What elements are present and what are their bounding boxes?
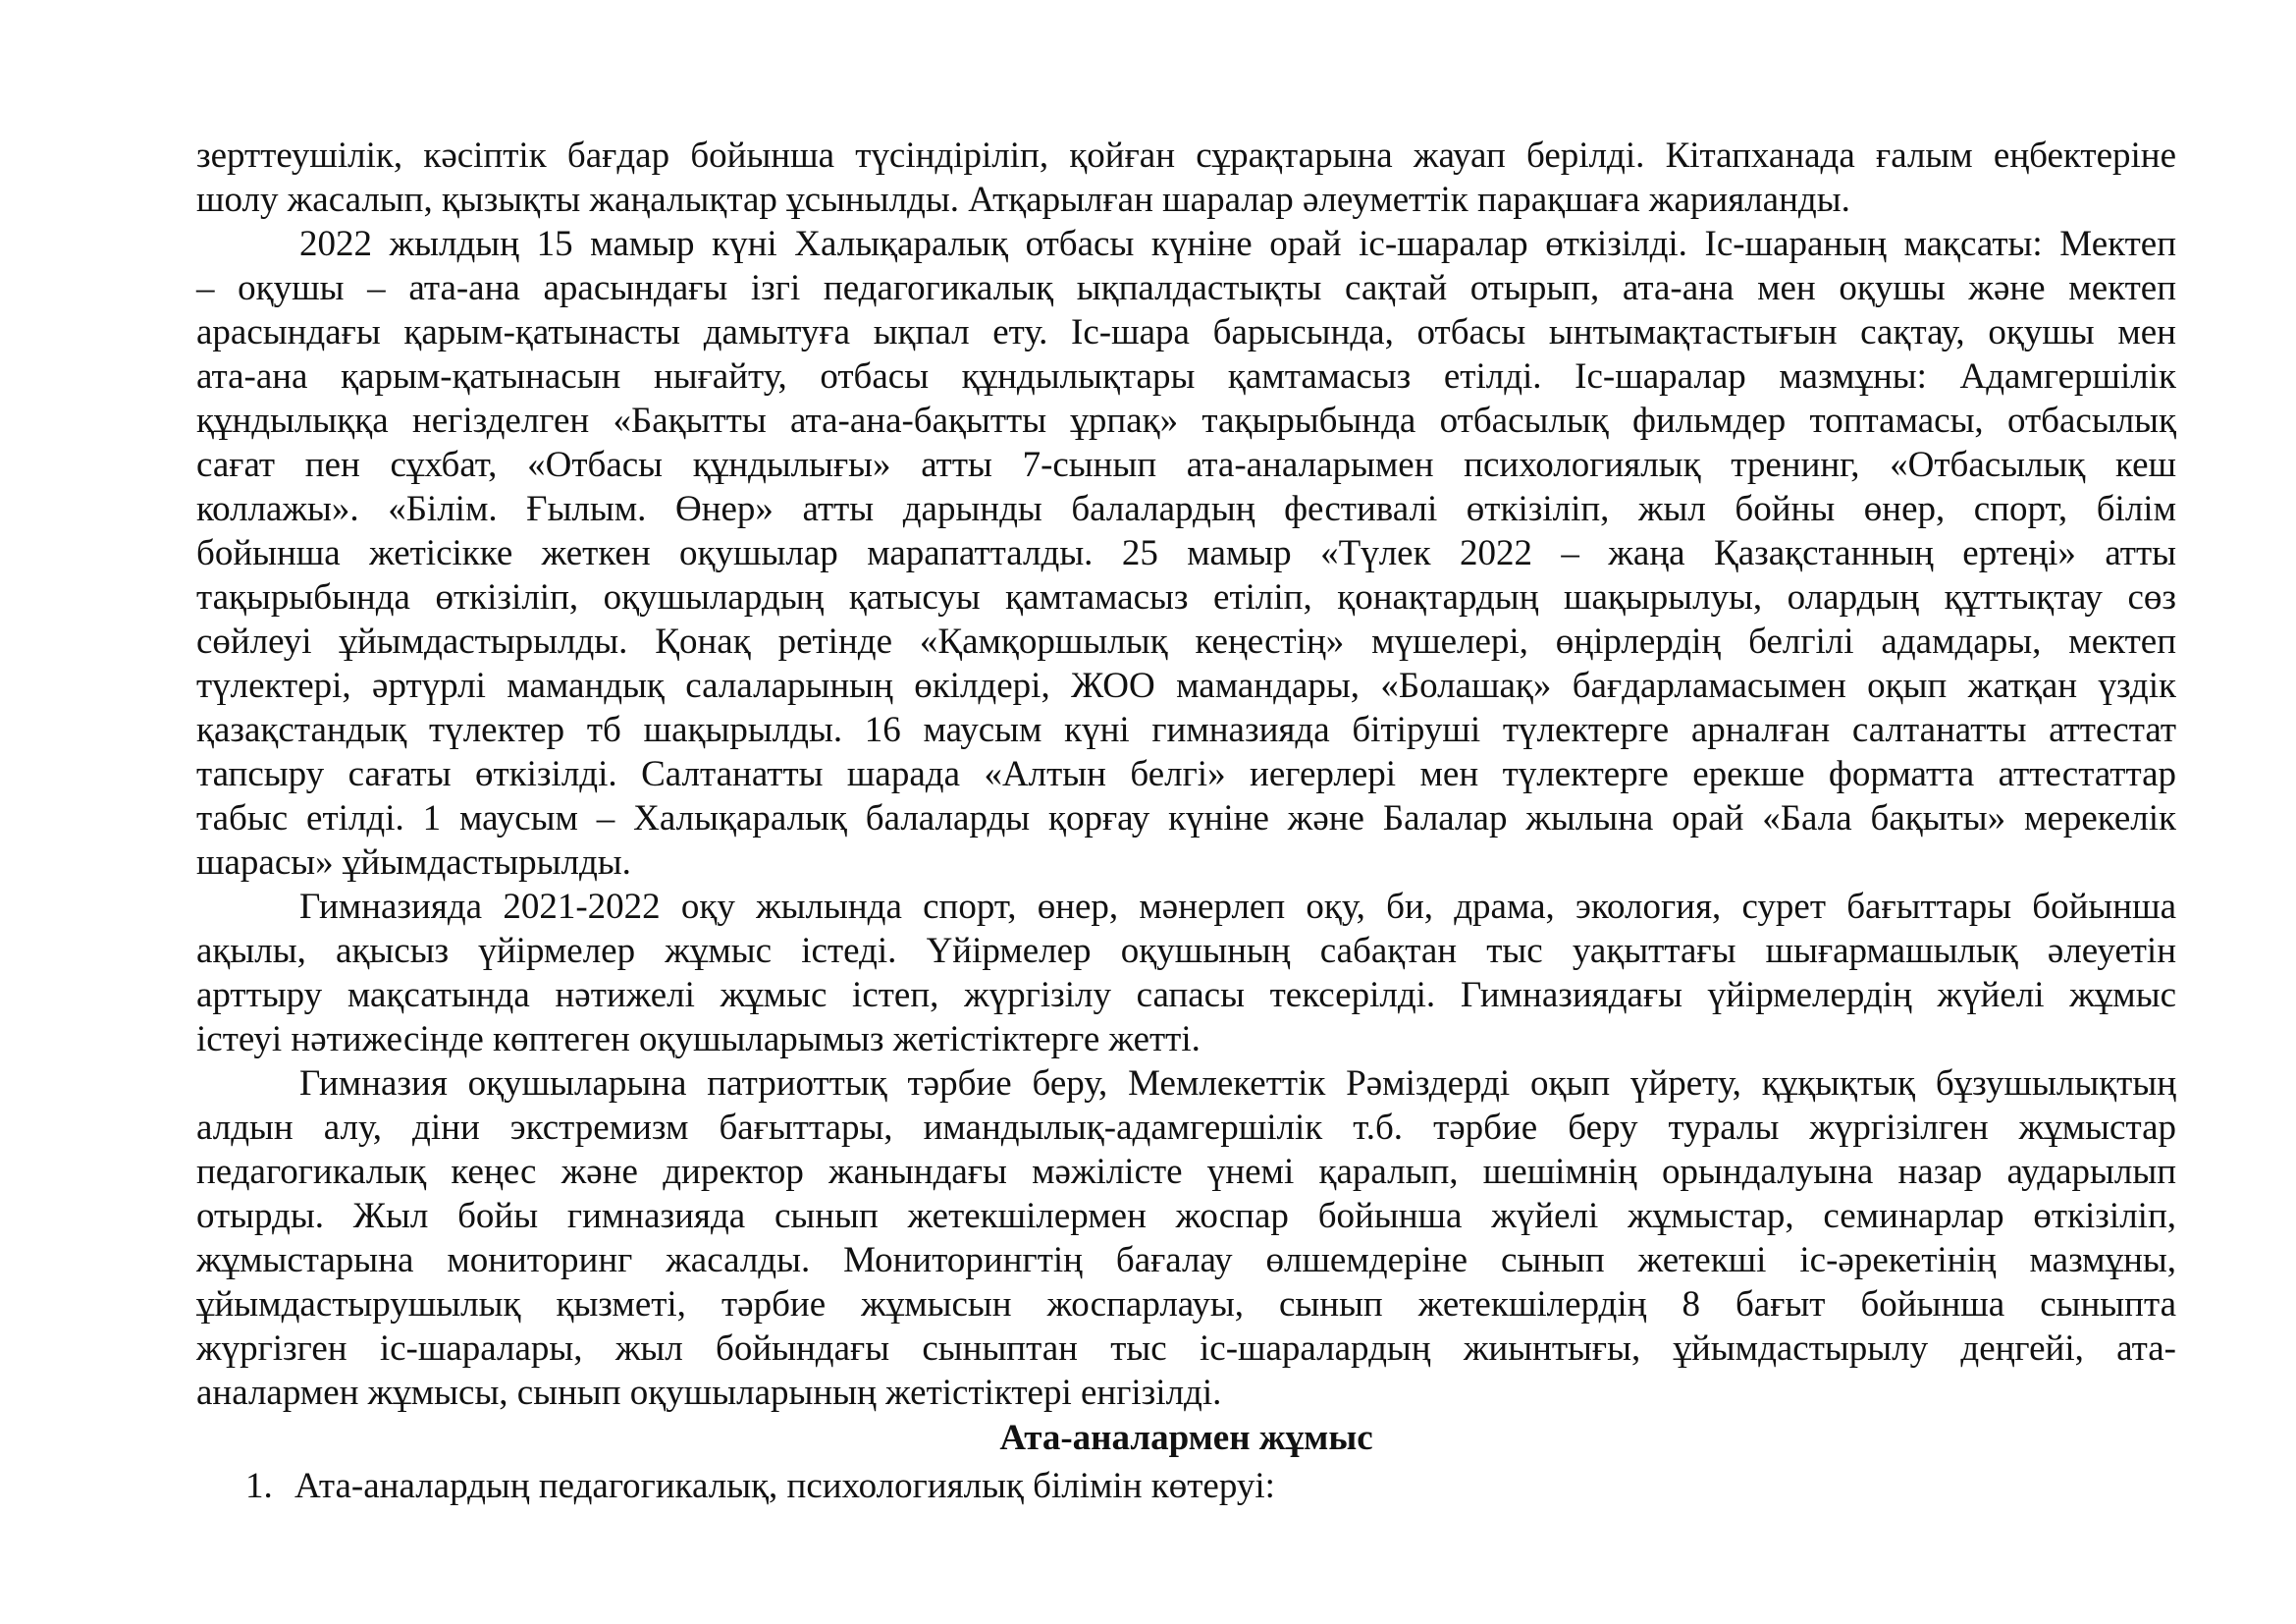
text-line: – оқушы – ата-ана арасындағы ізгі педагогикалық ықпалдастықты сақтай отырып, ата-ана мен оқушы және мектеп [196,268,2176,308]
document-page [196,134,2176,1511]
text-line: жүргізген іс-шаралары, жыл бойындағы сыныптан тыс іс-шаралардың жиынтығы, ұйымдастырылу деңгейі, ата- [196,1328,2176,1369]
text-line: шарасы» ұйымдастырылды. [196,842,631,883]
text-line: тақырыбында өткізіліп, оқушылардың қатысуы қамтамасыз етіліп, қонақтардың шақырылуы, олардың құттықтау сөз [196,577,2176,618]
text-line: алдын алу, діни экстремизм бағыттары, имандылық-адамгершілік т.б. тәрбие беру туралы жүргізілген жұмыстар [196,1108,2176,1148]
text-line: 2022 жылдың 15 мамыр күні Халықаралық отбасы күніне орай іс-шаралар өткізілді. Іс-шараның мақсаты: Мектеп [299,224,2176,264]
text-line: арасындағы қарым-қатынасты дамытуға ықпал ету. Іс-шара барысында, отбасы ынтымақтастығын сақтау, оқушы мен [196,312,2176,352]
text-line: ата-ана қарым-қатынасын нығайту, отбасы құндылықтары қамтамасыз етілді. Іс-шаралар мазмұны: Адамгершілік [196,356,2176,397]
text-line: жұмыстарына мониторинг жасалды. Мониторингтің бағалау өлшемдеріне сынып жетекші іс-әрекетінің мазмұны, [196,1240,2176,1280]
text-line: сағат пен сұхбат, «Отбасы құндылығы» атты 7-сынып ата-аналарымен психологиялық тренинг, «Отбасылық кеш [196,445,2176,485]
list-item [196,1462,2176,1511]
paragraph [196,222,2176,885]
text-line: түлектері, әртүрлі мамандық салаларының өкілдері, ЖОО мамандары, «Болашақ» бағдарламасымен оқып жатқан үздік [196,666,2176,706]
section-heading: Ата-аналармен жұмыс [999,1418,1373,1458]
text-line: табыс етілді. 1 маусым – Халықаралық балаларды қорғау күніне және Балалар жылына орай «Бала бақыты» мерекелік [196,798,2176,839]
text-line: сөйлеуі ұйымдастырылды. Қонақ ретінде «Қамқоршылық кеңестің» мүшелері, өңірлердің белгілі адамдары, мектеп [196,622,2176,662]
paragraph [196,1061,2176,1415]
text-line: арттыру мақсатында нәтижелі жұмыс істеп, жүргізілу сапасы тексерілді. Гимназиядағы үйірмелердің жүйелі жұмыс [196,975,2176,1015]
text-line: ұйымдастырушылық қызметі, тәрбие жұмысын жоспарлауы, сынып жетекшілердің 8 бағыт бойынша сыныпта [196,1284,2176,1325]
list-item-text: Ата-аналардың педагогикалық, психологиялық білімін көтеруі: [294,1466,1275,1506]
text-line: аналармен жұмысы, сынып оқушыларының жетістіктері енгізілді. [196,1373,1222,1413]
text-line: қазақстандық түлектер тб шақырылды. 16 маусым күні гимназияда бітіруші түлектерге арналған салтанатты аттестат [196,710,2176,750]
text-line: ақылы, ақысыз үйірмелер жұмыс істеді. Үйірмелер оқушының сабақтан тыс уақыттағы шығармашылық әлеуетін [196,931,2176,971]
text-line: отырды. Жыл бойы гимназияда сынып жетекшілермен жоспар бойынша жүйелі жұмыстар, семинарлар өткізіліп, [196,1196,2176,1236]
list-number: 1. [245,1466,273,1506]
text-line: тапсыру сағаты өткізілді. Салтанатты шарада «Алтын белгі» иегерлері мен түлектерге ерекше форматта аттестаттар [196,754,2176,794]
paragraph [196,885,2176,1061]
text-line: зерттеушілік, кәсіптік бағдар бойынша түсіндіріліп, қойған сұрақтарына жауап берілді. Кітапханада ғалым еңбектеріне [196,135,2176,176]
text-line: істеуі нәтижесінде көптеген оқушыларымыз жетістіктерге жетті. [196,1019,1201,1059]
text-line: шолу жасалып, қызықты жаңалықтар ұсынылды. Атқарылған шаралар әлеуметтік парақшаға жарияланды. [196,180,1850,220]
text-line: коллажы». «Білім. Ғылым. Өнер» атты дарынды балалардың фестивалі өткізіліп, жыл бойны өнер, спорт, білім [196,489,2176,529]
paragraph [196,134,2176,222]
text-line: бойынша жетісікке жеткен оқушылар марапатталды. 25 мамыр «Түлек 2022 – жаңа Қазақстанның ертеңі» атты [196,533,2176,573]
text-line: Гимназия оқушыларына патриоттық тәрбие беру, Мемлекеттік Рәміздерді оқып үйрету, құқықтық бұзушылықтың [299,1063,2176,1104]
text-line: Гимназияда 2021-2022 оқу жылында спорт, өнер, мәнерлеп оқу, би, драма, экология, сурет бағыттары бойынша [299,887,2176,927]
text-line: педагогикалық кеңес және директор жанындағы мәжілісте үнемі қаралып, шешімнің орындалуына назар аударылып [196,1152,2176,1192]
body-text [196,134,2176,1415]
text-line: құндылыққа негізделген «Бақытты ата-ана-бақытты ұрпақ» тақырыбында отбасылық фильмдер топтамасы, отбасылық [196,401,2176,441]
